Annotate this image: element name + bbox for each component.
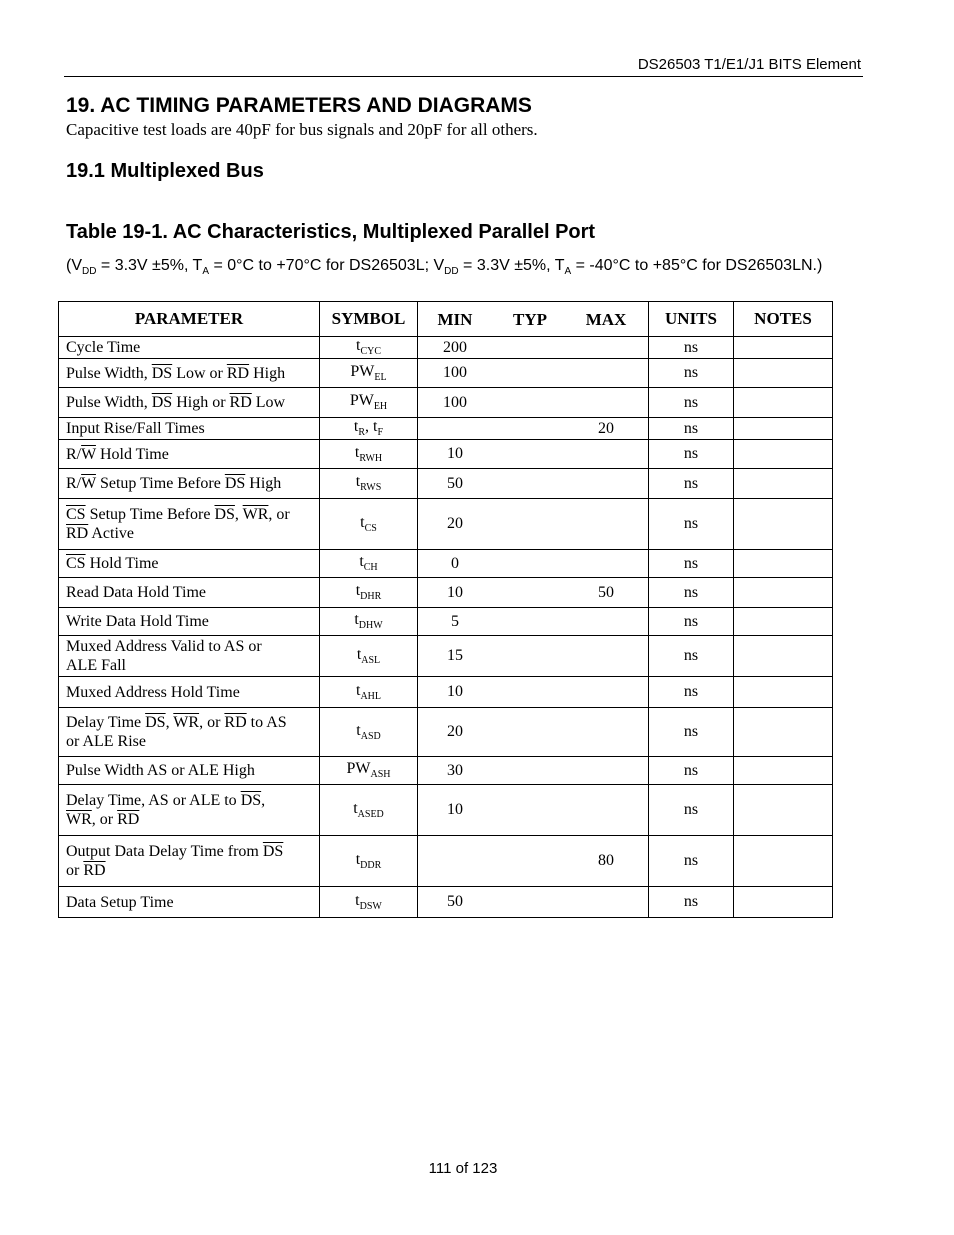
overbar-signal: $\overline{WR}$: [173, 714, 200, 731]
cell-units: ns: [649, 887, 734, 918]
overbar-signal: $\overline{DS}$: [151, 364, 173, 382]
param-text: High or: [172, 394, 230, 411]
cond-text: = -40°C to +85°C for DS26503LN.): [571, 257, 823, 274]
symbol-subscript: AHL: [360, 691, 381, 703]
param-text: Setup Time Before: [95, 475, 225, 492]
param-text: Muxed Address Valid to AS or: [66, 638, 262, 655]
symbol-subscript: CYC: [360, 346, 381, 358]
cell-min-typ-max: [418, 677, 649, 708]
param-text: or ALE Rise: [66, 733, 146, 750]
cell-parameter: [59, 636, 320, 677]
param-text: ALE Fall: [66, 657, 126, 674]
cell-min-typ-max: [418, 499, 649, 550]
cell-notes: [734, 757, 833, 785]
cell-units: ns: [649, 785, 734, 836]
overbar-signal: $\overline{DS}$: [145, 714, 166, 731]
param-text: High: [249, 364, 286, 382]
cell-min: 10: [447, 801, 463, 818]
param-text: Data Setup Time: [66, 893, 174, 911]
overbar-signal: $\overline{WR}$: [66, 811, 92, 828]
symbol-text: t: [356, 721, 361, 739]
cell-parameter: [59, 757, 320, 785]
symbol-text: t: [356, 645, 362, 663]
param-text: to AS: [246, 714, 287, 731]
cell-parameter: [59, 499, 320, 550]
param-text: Pulse Width,: [66, 364, 152, 382]
cell-notes: [734, 677, 833, 708]
symbol-subscript: ASED: [357, 809, 384, 821]
cell-units: ns: [649, 440, 734, 469]
param-text: Pulse Width,: [66, 394, 152, 411]
header-min: MIN: [437, 310, 473, 329]
cell-units: ns: [649, 757, 734, 785]
cell-symbol: [320, 499, 418, 550]
symbol-subscript: DHW: [358, 620, 383, 632]
symbol-text: t: [355, 473, 361, 491]
param-text: Hold Time: [95, 445, 169, 463]
table-row: [59, 388, 833, 418]
cell-max: 20: [598, 419, 614, 437]
table-title: Table 19-1. AC Characteristics, Multiplexed Parallel Port: [66, 221, 596, 243]
cell-parameter: [59, 887, 320, 918]
param-text: Pulse Width AS or ALE High: [66, 762, 255, 779]
cell-parameter: [59, 677, 320, 708]
page-number: 111 of 123: [428, 1160, 498, 1177]
symbol-subscript: RWH: [359, 453, 383, 465]
cell-parameter: [59, 836, 320, 887]
cell-symbol: [320, 388, 418, 418]
cell-units: ns: [649, 836, 734, 887]
cell-notes: [734, 785, 833, 836]
table-row: [59, 469, 833, 499]
symbol-text: t: [355, 891, 360, 909]
cell-notes: [734, 708, 833, 757]
table-row: [59, 440, 833, 469]
cell-units: ns: [649, 337, 734, 359]
cell-symbol: [320, 550, 418, 578]
cell-min: 10: [447, 583, 463, 601]
cell-symbol: [320, 636, 418, 677]
cell-symbol: [320, 887, 418, 918]
param-text: , or: [268, 506, 290, 523]
cell-min: 20: [447, 515, 463, 532]
cond-text: = 3.3V ±5%, T: [458, 257, 565, 274]
header-units: UNITS: [649, 302, 734, 337]
symbol-text: t: [354, 611, 359, 629]
overbar-signal: $\overline{DS}$: [224, 475, 246, 492]
header-max: MAX: [585, 310, 627, 329]
symbol-subscript: DSW: [359, 901, 382, 913]
param-text: , or: [199, 714, 225, 731]
symbol-text: t: [354, 443, 360, 461]
header-symbol: SYMBOL: [320, 302, 418, 337]
cell-units: ns: [649, 388, 734, 418]
cell-min: 5: [451, 612, 459, 630]
table-row: [59, 578, 833, 608]
cell-parameter: [59, 578, 320, 608]
cell-notes: [734, 636, 833, 677]
symbol-subscript: ASL: [361, 655, 381, 667]
cell-parameter: [59, 440, 320, 469]
header-notes: NOTES: [734, 302, 833, 337]
cell-units: ns: [649, 608, 734, 636]
cell-parameter: [59, 388, 320, 418]
cond-sub: DD: [82, 266, 97, 278]
cond-text: (V: [66, 257, 82, 274]
table-row: [59, 608, 833, 636]
symbol-text: t: [353, 418, 359, 436]
cell-parameter: [59, 785, 320, 836]
cell-parameter: [59, 359, 320, 388]
table-row: [59, 708, 833, 757]
cell-units: ns: [649, 418, 734, 440]
header-parameter: PARAMETER: [59, 302, 320, 337]
cell-parameter: [59, 418, 320, 440]
table-conditions: [66, 256, 826, 281]
section-intro: Capacitive test loads are 40pF for bus signals and 20pF for all others.: [66, 120, 538, 139]
cell-min-typ-max: [418, 337, 649, 359]
param-text: Low or: [172, 364, 227, 382]
overbar-signal: $\overline{DS}$: [262, 843, 284, 860]
cell-min: 50: [447, 474, 463, 492]
header-typ: TYP: [513, 310, 547, 329]
symbol-text: t: [355, 337, 361, 355]
cell-units: ns: [649, 708, 734, 757]
cell-units: ns: [649, 636, 734, 677]
cell-parameter: [59, 337, 320, 359]
subsection-title: 19.1 Multiplexed Bus: [66, 160, 264, 182]
ac-characteristics-table: [58, 301, 833, 918]
symbol-text: PW: [349, 392, 374, 410]
cell-symbol: [320, 337, 418, 359]
cond-text: = 0°C to +70°C for DS26503L; V: [209, 257, 445, 274]
param-text: ,: [261, 792, 266, 809]
symbol-text: PW: [350, 362, 375, 380]
table-row: [59, 836, 833, 887]
cell-min-typ-max: [418, 469, 649, 499]
cell-symbol: [320, 418, 418, 440]
overbar-signal: $\overline{CS}$: [66, 555, 86, 572]
cell-parameter: [59, 550, 320, 578]
cell-units: ns: [649, 499, 734, 550]
param-text: Active: [88, 525, 134, 542]
cell-units: ns: [649, 359, 734, 388]
cell-min-typ-max: [418, 636, 649, 677]
symbol-subscript: EH: [373, 401, 388, 413]
cell-notes: [734, 440, 833, 469]
symbol-subscript: EL: [374, 372, 387, 384]
param-text: Muxed Address Hold Time: [66, 683, 240, 701]
cell-min: 10: [447, 445, 463, 462]
cell-parameter: [59, 708, 320, 757]
cell-min: 30: [447, 761, 463, 779]
cell-notes: [734, 887, 833, 918]
symbol-text: t: [355, 681, 361, 699]
overbar-signal: $\overline{DS}$: [240, 792, 262, 809]
symbol-subscript: DHR: [360, 591, 382, 603]
param-text: Hold Time: [85, 555, 159, 572]
cell-symbol: [320, 708, 418, 757]
overbar-signal: $\overline{DS}$: [151, 394, 173, 411]
cell-symbol: [320, 440, 418, 469]
cell-parameter: [59, 608, 320, 636]
cell-min-typ-max: [418, 757, 649, 785]
section-title: 19. AC TIMING PARAMETERS AND DIAGRAMS: [66, 94, 532, 117]
symbol-subscript: DDR: [360, 860, 382, 872]
overbar-signal: $\overline{RD}$: [229, 394, 252, 411]
overbar-signal: $\overline{W}$: [81, 475, 96, 492]
document-header-title: DS26503 T1/E1/J1 BITS Element: [637, 56, 861, 73]
cell-min-typ-max: [418, 550, 649, 578]
symbol-text: t: [353, 799, 358, 817]
overbar-signal: $\overline{RD}$: [66, 525, 89, 542]
param-text: Read Data Hold Time: [66, 584, 206, 601]
table-row: [59, 757, 833, 785]
cell-symbol: [320, 578, 418, 608]
header-min-typ-max: [418, 302, 649, 337]
cell-min: 20: [447, 723, 463, 740]
cell-notes: [734, 359, 833, 388]
symbol-subscript: R: [358, 427, 366, 439]
overbar-signal: $\overline{CS}$: [66, 506, 86, 523]
overbar-signal: $\overline{WR}$: [242, 506, 269, 523]
cond-sub: A: [202, 266, 209, 278]
param-text: Output Data Delay Time from: [66, 843, 263, 860]
cell-min-typ-max: [418, 887, 649, 918]
overbar-signal: $\overline{DS}$: [214, 506, 235, 523]
cell-notes: [734, 836, 833, 887]
cond-text: = 3.3V ±5%, T: [96, 257, 203, 274]
cell-notes: [734, 499, 833, 550]
cell-min-typ-max: [418, 440, 649, 469]
param-text: or: [66, 862, 84, 879]
cell-symbol: [320, 469, 418, 499]
cell-min: 15: [447, 647, 463, 664]
cell-min-typ-max: [418, 836, 649, 887]
param-text: High: [245, 475, 282, 492]
table-row: [59, 550, 833, 578]
table-row: [59, 418, 833, 440]
table-row: [59, 887, 833, 918]
cell-symbol: [320, 836, 418, 887]
param-text: Setup Time Before: [85, 506, 215, 523]
cell-units: ns: [649, 677, 734, 708]
cell-min: 200: [443, 338, 467, 356]
symbol-subscript: CH: [363, 562, 378, 574]
cell-notes: [734, 337, 833, 359]
param-text: ,: [165, 714, 174, 731]
cell-min: 100: [443, 393, 467, 411]
symbol-subscript: ASH: [370, 769, 391, 781]
symbol-text: PW: [346, 760, 371, 778]
overbar-signal: $\overline{RD}$: [83, 862, 106, 879]
symbol-text: t: [355, 582, 361, 600]
cell-min: 100: [443, 364, 467, 381]
symbol-subscript: RWS: [360, 482, 382, 494]
symbol-text: t: [360, 513, 365, 531]
param-text: , or: [91, 811, 118, 828]
table-row: [59, 636, 833, 677]
overbar-signal: $\overline{W}$: [81, 445, 96, 463]
cell-notes: [734, 578, 833, 608]
overbar-signal: $\overline{RD}$: [226, 364, 250, 382]
cell-notes: [734, 388, 833, 418]
overbar-signal: $\overline{RD}$: [224, 714, 247, 731]
param-text: Cycle Time: [66, 339, 141, 356]
cell-symbol: [320, 608, 418, 636]
param-text: Delay Time, AS or ALE to: [66, 792, 241, 809]
param-text: R/: [66, 445, 82, 463]
param-text: Write Data Hold Time: [66, 613, 209, 630]
table-row: [59, 499, 833, 550]
cell-notes: [734, 608, 833, 636]
table-row: [59, 785, 833, 836]
cell-min-typ-max: [418, 418, 649, 440]
param-text: Low: [251, 394, 286, 411]
cell-notes: [734, 418, 833, 440]
cell-min-typ-max: [418, 578, 649, 608]
header-rule: [64, 76, 863, 77]
cell-notes: [734, 469, 833, 499]
symbol-text: t: [359, 553, 364, 571]
cell-min: 0: [451, 554, 459, 572]
cell-symbol: [320, 757, 418, 785]
table-row: [59, 337, 833, 359]
cell-parameter: [59, 469, 320, 499]
param-text: ,: [234, 506, 243, 523]
cell-symbol: [320, 785, 418, 836]
cell-max: 80: [598, 852, 614, 869]
symbol-subscript: ASD: [360, 731, 381, 743]
cell-min: 10: [447, 683, 463, 700]
cell-min: 50: [447, 893, 463, 910]
table-header-row: [59, 302, 833, 337]
symbol-subscript: CS: [364, 523, 377, 535]
cell-min-typ-max: [418, 388, 649, 418]
param-text: Input Rise/Fall Times: [66, 420, 205, 437]
overbar-signal: $\overline{RD}$: [117, 811, 140, 828]
cell-min-typ-max: [418, 785, 649, 836]
table-row: [59, 359, 833, 388]
cell-symbol: [320, 677, 418, 708]
cond-sub: A: [564, 266, 572, 278]
param-text: Delay Time: [66, 714, 146, 731]
cell-units: ns: [649, 469, 734, 499]
cond-sub: DD: [444, 266, 459, 278]
cell-units: ns: [649, 550, 734, 578]
cell-units: ns: [649, 578, 734, 608]
table-row: [59, 677, 833, 708]
cell-min-typ-max: [418, 608, 649, 636]
cell-max: 50: [598, 583, 614, 601]
cell-symbol: [320, 359, 418, 388]
cell-min-typ-max: [418, 359, 649, 388]
cell-notes: [734, 550, 833, 578]
cell-min-typ-max: [418, 708, 649, 757]
symbol-text: , t: [365, 418, 378, 436]
param-text: R/: [66, 475, 82, 492]
symbol-subscript: F: [377, 427, 384, 439]
symbol-text: t: [355, 850, 361, 868]
